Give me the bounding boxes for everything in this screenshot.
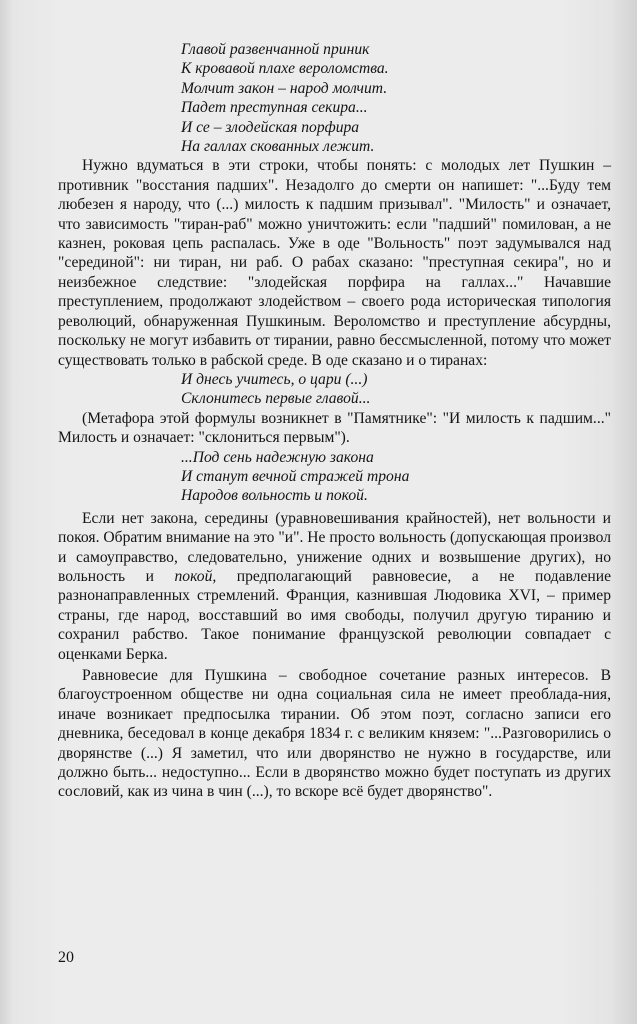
verse-line: И станут вечной стражей трона xyxy=(181,467,410,485)
verse-line: Народов вольность и покой. xyxy=(181,487,368,505)
verse-line: К кровавой плахе вероломства. xyxy=(181,60,389,78)
verse-line: И се – злодейская порфира xyxy=(181,118,360,136)
verse-line: Главой развенчанной приник xyxy=(181,41,370,58)
verse-line: И днесь учитесь, о цари (...) xyxy=(181,370,368,388)
paragraph-2: (Метафора этой формулы возникнет в "Памятнике": "И милость к падшим..." Милость и означает: "склониться первым"). xyxy=(58,409,611,447)
verse-line: На галлах скованных лежит. xyxy=(181,138,375,156)
verse-line: Падет преступная секира... xyxy=(181,99,368,117)
paragraph-1: Нужно вдуматься в эти строки, чтобы понять: с молодых лет Пушкин – противник "восстания падших". Незадолго до смерти он напишет: "...Буду тем любезен я народу, что (...) милость к падшим призывал". "Милость" и означает, что зависимость "тиран-раб" можно уничтожить: если "падший" помилован, а не казнен, роковая цепь распалась. Уже в оде "Вольность" поэт задумывался над "серединой": ни тиран, ни раб. О рабах сказано: "преступная секира", но и неизбежное следствие: "злодейская порфира на галлах..." Начавшие преступлением, продолжают злодейством – своего рода историческая типология революций, обнаруженная Пушкиным. Вероломство и преступление абсурдны, поскольку не могут избавить от тирании, равно бессмысленной, потому что может существовать только в рабской среде. В оде сказано и о тиранах: xyxy=(58,157,611,369)
paragraph-4: Равновесие для Пушкина – свободное сочетание разных интересов. В благоустроенном обществе ни одна социальная сила не имеет преоблада-ния, иначе возникает предпосылка тирании. Об этом поэт, согласно записи его дневника, беседовал в конце декабря 1834 г. с великим князем: "...Разговорились о дворянстве (...) Я заметил, что или дворянство не нужно в государстве, или должно быть... недоступно... Если в дворянство можно будет поступать из других сословий, как из чина в чин (...), то вскоре всё будет дворянство". xyxy=(58,667,611,801)
verse-quote-3 xyxy=(58,448,611,506)
verse-quote-2 xyxy=(58,370,611,409)
page-number: 20 xyxy=(58,949,74,966)
paragraph-3-text-a: Если нет закона, середины (уравновешивания крайностей), нет вольности и покоя. Обратим внимание на это "и". Не просто вольность (допускающая произвол и самоуправство, следовательно, унижение одних и возвышение других), но вольность и xyxy=(58,509,611,585)
paragraph-3 xyxy=(58,509,611,664)
verse-line: ...Под сень надежную закона xyxy=(181,448,374,466)
verse-quote-1 xyxy=(58,40,611,156)
paragraph-3-emphasis: покой, xyxy=(174,567,217,585)
paragraph-3-text-b: предполагающий равновесие, а не подавление разнонаправленных стремлений. Франция, казнившая Людовика XVI, – пример страны, где народ, восставший во имя свободы, получил другую тиранию и сохранил рабство. Такое понимание французской революции совпадает с оценками Берка. xyxy=(58,567,612,663)
verse-line: Склонитесь первые главой... xyxy=(181,390,371,408)
page-text xyxy=(58,40,611,802)
verse-line: Молчит закон – народ молчит. xyxy=(181,79,388,97)
